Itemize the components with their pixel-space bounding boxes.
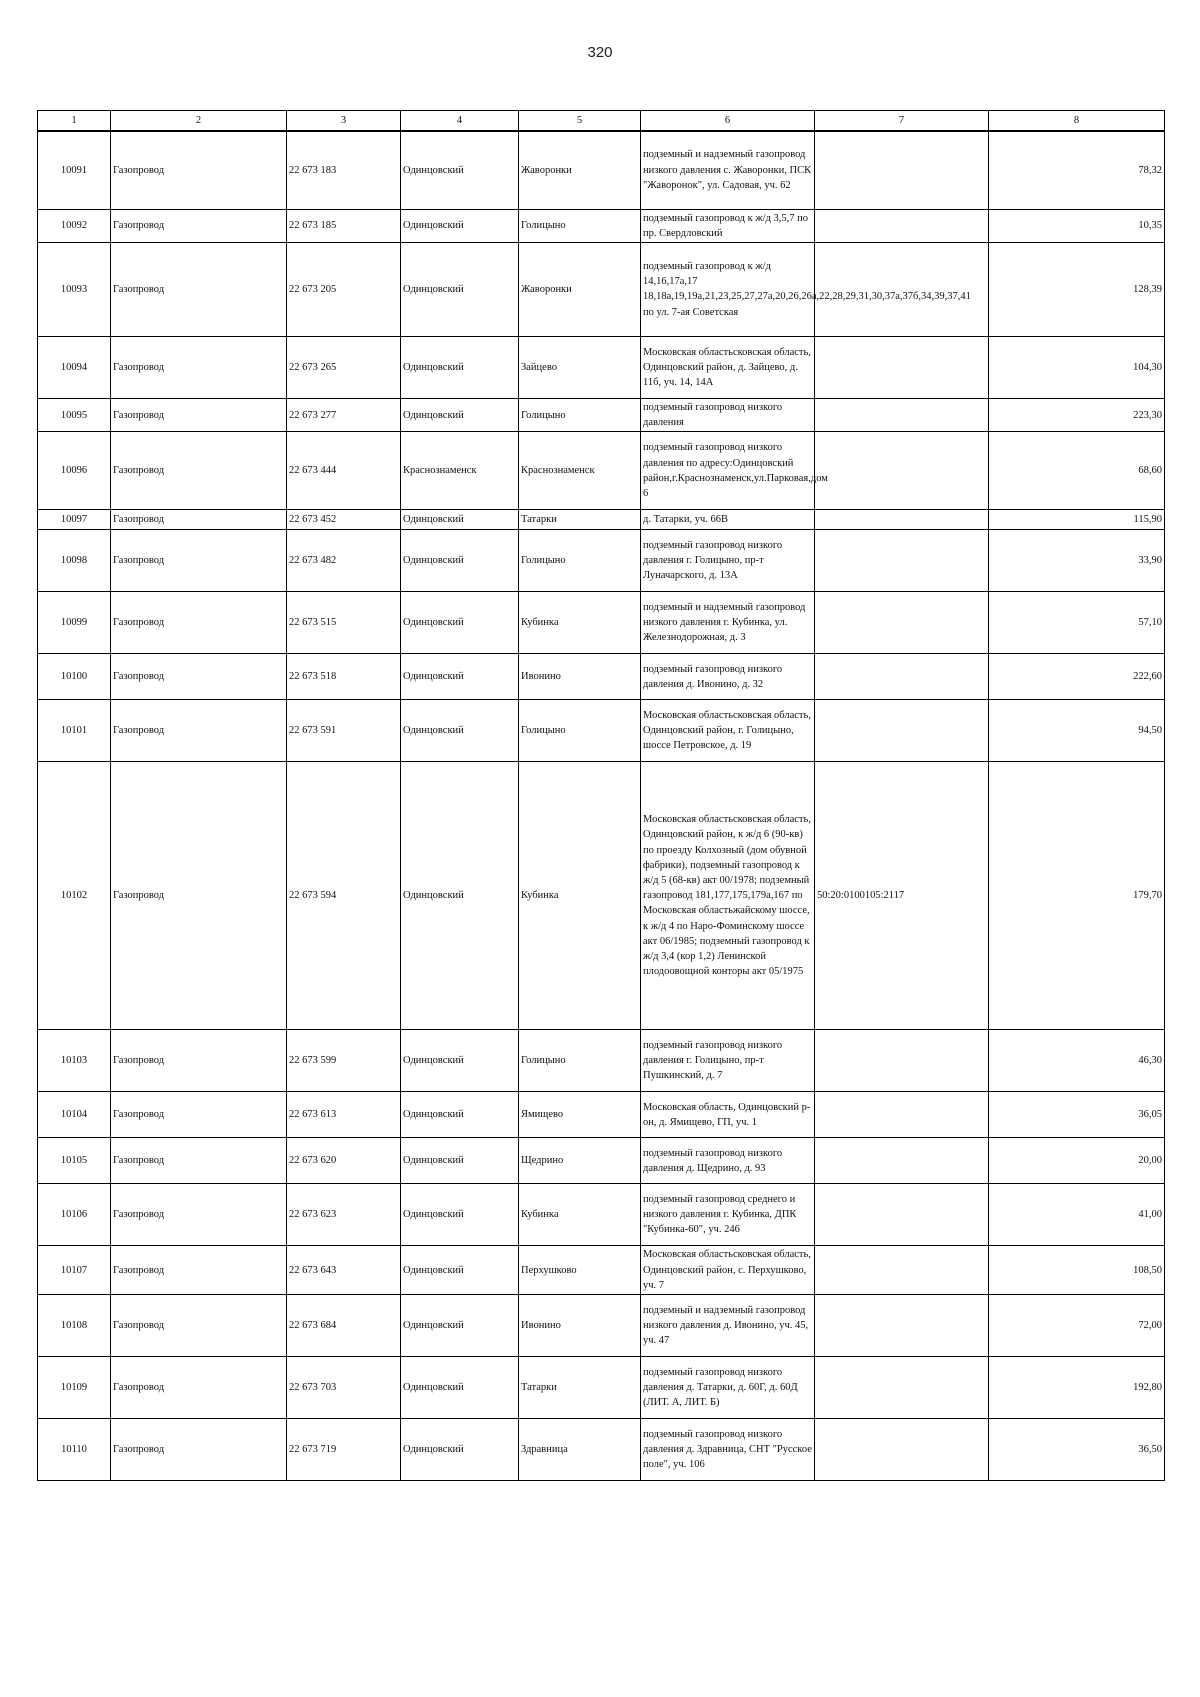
- object-type: Газопровод: [111, 1092, 287, 1138]
- table-row: [38, 131, 1165, 209]
- object-length: 128,39: [989, 242, 1165, 336]
- object-type: Газопровод: [111, 336, 287, 398]
- locality-name: Перхушково: [519, 1246, 641, 1295]
- table-row: [38, 432, 1165, 510]
- object-type: Газопровод: [111, 530, 287, 592]
- object-code: 22 673 482: [287, 530, 401, 592]
- table-row: [38, 530, 1165, 592]
- object-type: Газопровод: [111, 1295, 287, 1357]
- cadastral-number: 50:20:0100105:2117: [815, 762, 989, 1030]
- object-code: 22 673 594: [287, 762, 401, 1030]
- object-type: Газопровод: [111, 510, 287, 530]
- object-length: 36,50: [989, 1419, 1165, 1481]
- locality-name: Здравница: [519, 1419, 641, 1481]
- row-number: 10110: [38, 1419, 111, 1481]
- district-name: Одинцовский: [401, 398, 519, 431]
- table-row: [38, 209, 1165, 242]
- cadastral-number: [815, 432, 989, 510]
- cadastral-number: [815, 131, 989, 209]
- object-type: Газопровод: [111, 1419, 287, 1481]
- district-name: Одинцовский: [401, 131, 519, 209]
- locality-name: Жаворонки: [519, 242, 641, 336]
- locality-name: Голицыно: [519, 209, 641, 242]
- cadastral-number: [815, 1138, 989, 1184]
- page-number: 320: [587, 44, 613, 61]
- object-type: Газопровод: [111, 432, 287, 510]
- object-type: Газопровод: [111, 1138, 287, 1184]
- object-description: подземный газопровод среднего и низкого давления г. Кубинка, ДПК "Кубинка-60", уч. 246: [641, 1184, 815, 1246]
- row-number: 10095: [38, 398, 111, 431]
- district-name: Одинцовский: [401, 242, 519, 336]
- registry-table: [37, 110, 1165, 1481]
- object-type: Газопровод: [111, 209, 287, 242]
- object-length: 94,50: [989, 700, 1165, 762]
- object-length: 46,30: [989, 1030, 1165, 1092]
- object-length: 192,80: [989, 1357, 1165, 1419]
- object-length: 223,30: [989, 398, 1165, 431]
- table-row: [38, 654, 1165, 700]
- object-length: 57,10: [989, 592, 1165, 654]
- object-code: 22 673 613: [287, 1092, 401, 1138]
- object-description: подземный газопровод к ж/д 3,5,7 по пр. Свердловский: [641, 209, 815, 242]
- object-code: 22 673 620: [287, 1138, 401, 1184]
- cadastral-number: [815, 1092, 989, 1138]
- object-type: Газопровод: [111, 592, 287, 654]
- table-row: [38, 1030, 1165, 1092]
- object-length: 36,05: [989, 1092, 1165, 1138]
- district-name: Одинцовский: [401, 762, 519, 1030]
- object-type: Газопровод: [111, 654, 287, 700]
- cadastral-number: [815, 654, 989, 700]
- district-name: Одинцовский: [401, 1357, 519, 1419]
- object-code: 22 673 185: [287, 209, 401, 242]
- object-type: Газопровод: [111, 131, 287, 209]
- district-name: Одинцовский: [401, 700, 519, 762]
- object-description: подземный газопровод низкого давления: [641, 398, 815, 431]
- object-description: подземный и надземный газопровод низкого давления д. Ивонино, уч. 45, уч. 47: [641, 1295, 815, 1357]
- object-description: Московская областьсковская область, Одинцовский район, г. Голицыно, шоссе Петровское, д. 19: [641, 700, 815, 762]
- object-description: Московская областьсковская область, Одинцовский район, с. Перхушково, уч. 7: [641, 1246, 815, 1295]
- table-row: [38, 398, 1165, 431]
- object-length: 68,60: [989, 432, 1165, 510]
- object-code: 22 673 643: [287, 1246, 401, 1295]
- object-description: подземный газопровод низкого давления д. Щедрино, д. 93: [641, 1138, 815, 1184]
- cadastral-number: [815, 209, 989, 242]
- object-type: Газопровод: [111, 1184, 287, 1246]
- row-number: 10097: [38, 510, 111, 530]
- object-length: 115,90: [989, 510, 1165, 530]
- locality-name: Голицыно: [519, 700, 641, 762]
- table-body: [38, 131, 1165, 1481]
- locality-name: Голицыно: [519, 398, 641, 431]
- district-name: Одинцовский: [401, 1419, 519, 1481]
- object-description: подземный газопровод низкого давления д. Здравница, СНТ "Русское поле", уч. 106: [641, 1419, 815, 1481]
- table-row: [38, 1246, 1165, 1295]
- object-description: Московская областьсковская область, Одинцовский район, д. Зайцево, д. 11б, уч. 14, 14А: [641, 336, 815, 398]
- object-code: 22 673 183: [287, 131, 401, 209]
- object-description: подземный и надземный газопровод низкого давления г. Кубинка, ул. Железнодорожная, д. 3: [641, 592, 815, 654]
- row-number: 10099: [38, 592, 111, 654]
- cadastral-number: [815, 700, 989, 762]
- object-length: 33,90: [989, 530, 1165, 592]
- cadastral-number: [815, 1184, 989, 1246]
- column-header: 2: [111, 111, 287, 132]
- object-description: подземный газопровод низкого давления д. Ивонино, д. 32: [641, 654, 815, 700]
- object-code: 22 673 205: [287, 242, 401, 336]
- table-row: [38, 336, 1165, 398]
- table-row: [38, 1295, 1165, 1357]
- table-row: [38, 1092, 1165, 1138]
- row-number: 10107: [38, 1246, 111, 1295]
- locality-name: Кубинка: [519, 762, 641, 1030]
- row-number: 10102: [38, 762, 111, 1030]
- cadastral-number: [815, 242, 989, 336]
- object-code: 22 673 719: [287, 1419, 401, 1481]
- district-name: Краснознаменск: [401, 432, 519, 510]
- locality-name: Татарки: [519, 1357, 641, 1419]
- column-header: 7: [815, 111, 989, 132]
- cadastral-number: [815, 336, 989, 398]
- table-row: [38, 1138, 1165, 1184]
- locality-name: Ямищево: [519, 1092, 641, 1138]
- object-description: подземный газопровод низкого давления г. Голицыно, пр-т Луначарского, д. 13А: [641, 530, 815, 592]
- cadastral-number: [815, 592, 989, 654]
- object-length: 41,00: [989, 1184, 1165, 1246]
- row-number: 10108: [38, 1295, 111, 1357]
- cadastral-number: [815, 510, 989, 530]
- object-length: 78,32: [989, 131, 1165, 209]
- object-type: Газопровод: [111, 762, 287, 1030]
- locality-name: Краснознаменск: [519, 432, 641, 510]
- object-length: 108,50: [989, 1246, 1165, 1295]
- object-description: подземный газопровод низкого давления г. Голицыно, пр-т Пушкинский, д. 7: [641, 1030, 815, 1092]
- object-type: Газопровод: [111, 1246, 287, 1295]
- row-number: 10100: [38, 654, 111, 700]
- object-description: подземный газопровод низкого давления д. Татарки, д. 60Г, д. 60Д (ЛИТ. А, ЛИТ. Б): [641, 1357, 815, 1419]
- object-type: Газопровод: [111, 398, 287, 431]
- object-code: 22 673 518: [287, 654, 401, 700]
- cadastral-number: [815, 1030, 989, 1092]
- locality-name: Голицыно: [519, 530, 641, 592]
- locality-name: Щедрино: [519, 1138, 641, 1184]
- locality-name: Жаворонки: [519, 131, 641, 209]
- object-description: д. Татарки, уч. 66В: [641, 510, 815, 530]
- object-code: 22 673 265: [287, 336, 401, 398]
- column-header: 3: [287, 111, 401, 132]
- object-length: 179,70: [989, 762, 1165, 1030]
- object-code: 22 673 703: [287, 1357, 401, 1419]
- object-type: Газопровод: [111, 700, 287, 762]
- column-header: 1: [38, 111, 111, 132]
- locality-name: Татарки: [519, 510, 641, 530]
- cadastral-number: [815, 398, 989, 431]
- district-name: Одинцовский: [401, 530, 519, 592]
- locality-name: Кубинка: [519, 1184, 641, 1246]
- object-length: 104,30: [989, 336, 1165, 398]
- locality-name: Зайцево: [519, 336, 641, 398]
- table-row: [38, 700, 1165, 762]
- row-number: 10096: [38, 432, 111, 510]
- table-row: [38, 762, 1165, 1030]
- row-number: 10094: [38, 336, 111, 398]
- table-header-row: [38, 111, 1165, 132]
- object-code: 22 673 599: [287, 1030, 401, 1092]
- district-name: Одинцовский: [401, 1246, 519, 1295]
- object-code: 22 673 452: [287, 510, 401, 530]
- object-length: 20,00: [989, 1138, 1165, 1184]
- district-name: Одинцовский: [401, 592, 519, 654]
- table-row: [38, 1184, 1165, 1246]
- district-name: Одинцовский: [401, 510, 519, 530]
- locality-name: Ивонино: [519, 654, 641, 700]
- table-row: [38, 510, 1165, 530]
- object-description: Московская область, Одинцовский р-он, д. Ямищево, ГП, уч. 1: [641, 1092, 815, 1138]
- object-code: 22 673 277: [287, 398, 401, 431]
- row-number: 10103: [38, 1030, 111, 1092]
- cadastral-number: [815, 1419, 989, 1481]
- table-row: [38, 1419, 1165, 1481]
- district-name: Одинцовский: [401, 1138, 519, 1184]
- object-length: 72,00: [989, 1295, 1165, 1357]
- object-code: 22 673 684: [287, 1295, 401, 1357]
- locality-name: Кубинка: [519, 592, 641, 654]
- row-number: 10106: [38, 1184, 111, 1246]
- cadastral-number: [815, 1246, 989, 1295]
- object-description: подземный газопровод к ж/д 14,16,17а,17 18,18а,19,19а,21,23,25,27,27а,20,26,26а,22,28,29,31,30,37а,37б,34,39,37,41 по ул. 7-ая Советская: [641, 242, 815, 336]
- object-length: 222,60: [989, 654, 1165, 700]
- locality-name: Голицыно: [519, 1030, 641, 1092]
- column-header: 5: [519, 111, 641, 132]
- table-row: [38, 1357, 1165, 1419]
- column-header: 4: [401, 111, 519, 132]
- row-number: 10109: [38, 1357, 111, 1419]
- district-name: Одинцовский: [401, 654, 519, 700]
- object-description: подземный газопровод низкого давления по адресу:Одинцовский район,г.Краснознаменск,ул.Парковая,дом 6: [641, 432, 815, 510]
- cadastral-number: [815, 1295, 989, 1357]
- district-name: Одинцовский: [401, 1295, 519, 1357]
- object-code: 22 673 591: [287, 700, 401, 762]
- table-row: [38, 592, 1165, 654]
- object-code: 22 673 623: [287, 1184, 401, 1246]
- row-number: 10098: [38, 530, 111, 592]
- object-type: Газопровод: [111, 242, 287, 336]
- row-number: 10093: [38, 242, 111, 336]
- column-header: 6: [641, 111, 815, 132]
- object-code: 22 673 515: [287, 592, 401, 654]
- locality-name: Ивонино: [519, 1295, 641, 1357]
- object-description: подземный и надземный газопровод низкого давления с. Жаворонки, ПСК "Жаворонок", ул. Садовая, уч. 62: [641, 131, 815, 209]
- row-number: 10091: [38, 131, 111, 209]
- object-length: 10,35: [989, 209, 1165, 242]
- row-number: 10092: [38, 209, 111, 242]
- district-name: Одинцовский: [401, 1184, 519, 1246]
- table-row: [38, 242, 1165, 336]
- object-type: Газопровод: [111, 1357, 287, 1419]
- cadastral-number: [815, 1357, 989, 1419]
- row-number: 10105: [38, 1138, 111, 1184]
- object-code: 22 673 444: [287, 432, 401, 510]
- cadastral-number: [815, 530, 989, 592]
- object-type: Газопровод: [111, 1030, 287, 1092]
- object-description: Московская областьсковская область, Одинцовский район, к ж/д 6 (90-кв) по проезду Колхозный (дом обувной фабрики), подземный газопровод к ж/д 5 (68-кв) акт 00/1978; подземный газопровод 181,177,175,179а,167 по Московская областьжайскому шоссе, к ж/д 4 по Наро-Фоминскому шоссе акт 06/1985; подземный газопровод к ж/д 3,4 (кор 1,2) Ленинской плодоовощной конторы акт 05/1975: [641, 762, 815, 1030]
- district-name: Одинцовский: [401, 1030, 519, 1092]
- district-name: Одинцовский: [401, 1092, 519, 1138]
- row-number: 10101: [38, 700, 111, 762]
- district-name: Одинцовский: [401, 209, 519, 242]
- district-name: Одинцовский: [401, 336, 519, 398]
- column-header: 8: [989, 111, 1165, 132]
- row-number: 10104: [38, 1092, 111, 1138]
